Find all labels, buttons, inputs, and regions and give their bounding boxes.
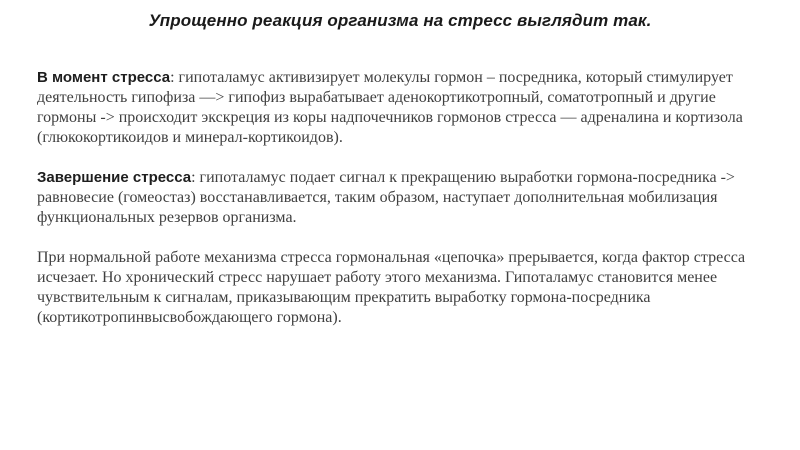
paragraph-label: В момент стресса <box>37 69 171 86</box>
paragraph-text: : гипоталамус активизирует молекулы гормон – посредника, который стимулирует деятельность гипофиза —> гипофиз вырабатывает аденокортикотропный, соматотропный и другие гормоны -> происходит экскреция из коры надпочечников гормонов стресса — адреналина и кортизола (глюкокортикоидов и минерал-кортикоидов). <box>37 69 743 146</box>
paragraph-text: При нормальной работе механизма стресса гормональная «цепочка» прерывается, когда фактор стресса исчезает. Но хронический стресс нарушает работу этого механизма. Гипоталамус становится менее чувствительным к сигналам, приказывающим прекратить выработку гормона-посредника (кортикотропинвысвобождающего гормона). <box>37 249 746 326</box>
slide-title: Упрощенно реакция организма на стресс выглядит так. <box>148 11 652 30</box>
paragraph-text: : гипоталамус подает сигнал к прекращению выработки гормона-посредника -> равновесие (гомеостаз) восстанавливается, таким образом, наступает дополнительная мобилизация функциональных резервов организма. <box>37 169 735 226</box>
paragraph-label: Завершение стресса <box>37 169 192 186</box>
slide-body <box>37 68 777 328</box>
paragraph-stress-end <box>37 168 777 228</box>
paragraph-chronic-stress <box>37 248 777 328</box>
paragraph-stress-moment <box>37 68 777 148</box>
